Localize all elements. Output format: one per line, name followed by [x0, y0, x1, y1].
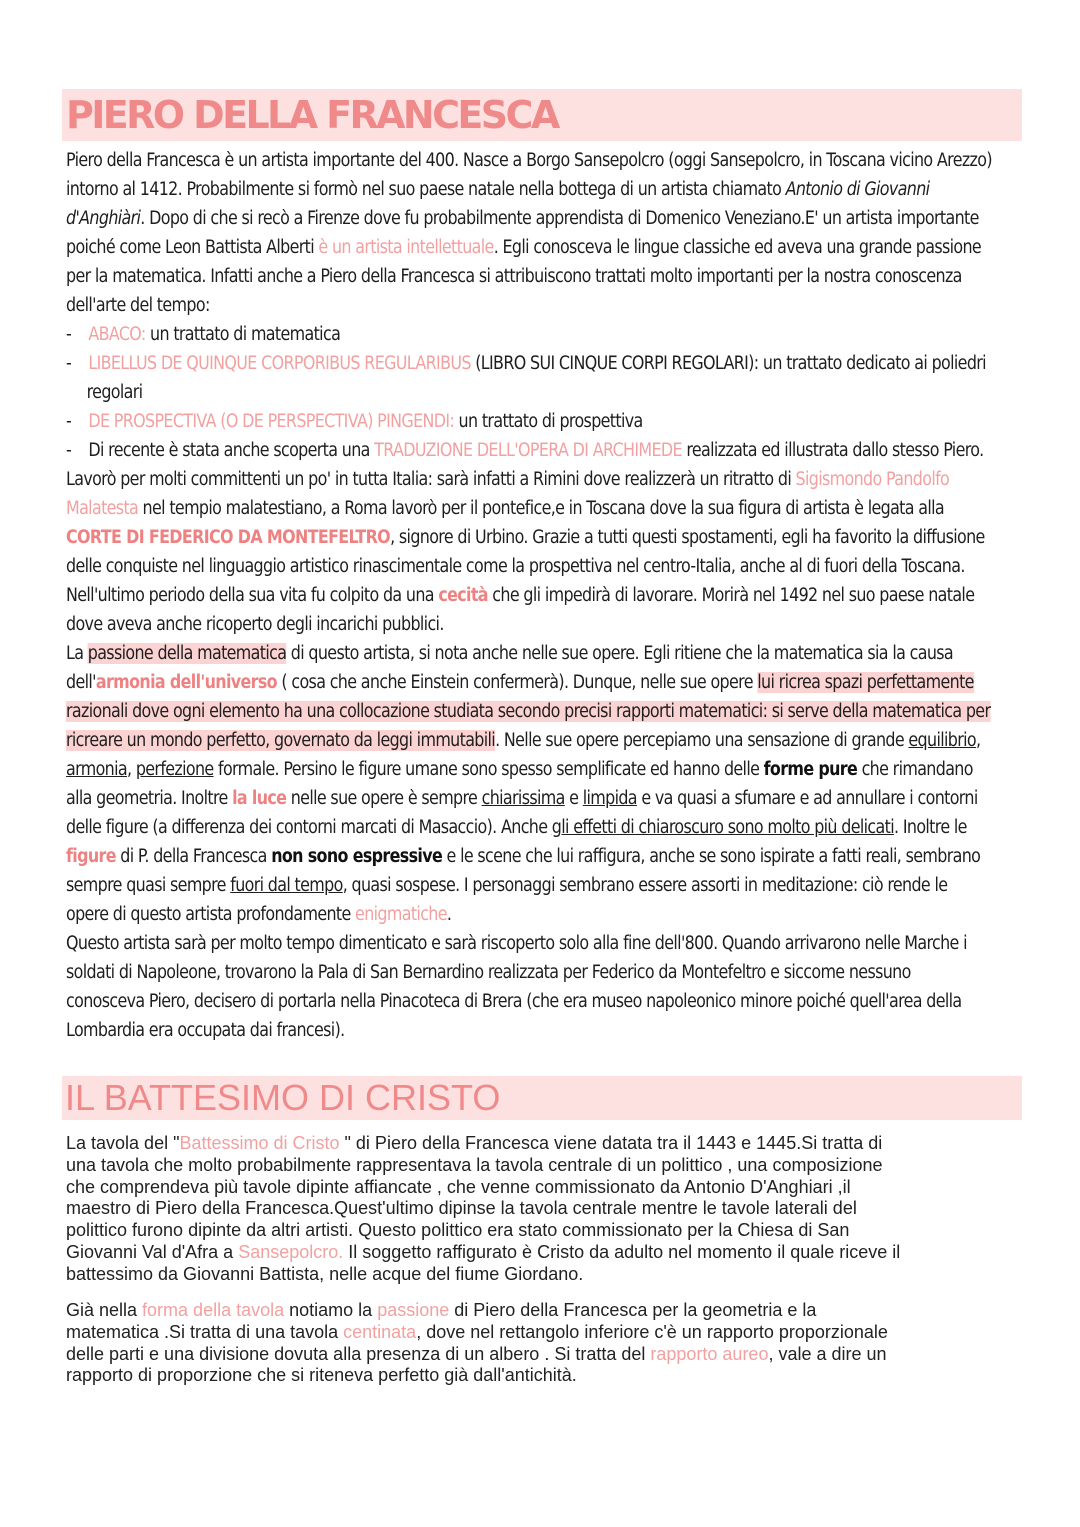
- text-run: LIBELLUS DE QUINQUE CORPORIBUS REGULARIBUS: [88, 353, 471, 374]
- text-run: ricreare un mondo perfetto, governato da leggi immutabili: [66, 730, 496, 751]
- text-run: rapporto di proporzione che si riteneva perfetto già dall'antichità.: [66, 1365, 577, 1386]
- text-run: che rimandano: [857, 759, 973, 780]
- text-line: [66, 378, 917, 407]
- text-run: Sansepolcro.: [238, 1241, 344, 1262]
- text-run: formale. Persino le figure umane sono spesso semplificate ed hanno delle: [213, 759, 764, 780]
- text-run: alla geometria. Inoltre: [66, 788, 233, 809]
- text-line: [66, 1242, 1026, 1264]
- text-run: soldati di Napoleone, trovarono la Pala di San Bernardino realizzata per Federico da Montefeltro e siccome nessuno: [66, 962, 911, 983]
- text-line: [66, 1264, 1026, 1286]
- text-run: delle parti e una divisione dovuta alla presenza di un albero . Si tratta del: [66, 1343, 651, 1364]
- text-run: ,: [975, 730, 981, 751]
- text-run: figure: [66, 846, 116, 867]
- text-run: CORTE DI FEDERICO DA MONTEFELTRO: [66, 527, 391, 548]
- text-run: razionali dove ogni elemento ha una collocazione studiata secondo precisi rapporti matematici: si serve della matematica per: [66, 701, 991, 722]
- text-line: [66, 1198, 1026, 1220]
- text-run: . Dopo di che si recò a Firenze dove fu probabilmente apprendista di Domenico Veneziano.E' un artista importante: [140, 208, 979, 229]
- text-run: La: [66, 643, 88, 664]
- text-line: [66, 610, 917, 639]
- text-run: . Nelle sue opere percepiamo una sensazione di grande: [495, 730, 909, 751]
- text-run: poiché come Leon Battista Alberti: [66, 237, 319, 258]
- list-bullet: -: [66, 440, 72, 461]
- text-line: [66, 900, 917, 929]
- text-run: e va quasi a sfumare e ad annullare i contorni: [636, 788, 978, 809]
- page-title: PIERO DELLA FRANCESCA: [66, 93, 558, 137]
- text-line: [66, 1155, 1026, 1177]
- text-run: Questo artista sarà per molto tempo dimenticato e sarà riscoperto solo alla fine dell'800. Quando arrivarono nelle Marche i: [66, 933, 967, 954]
- biography-body: [66, 146, 992, 1045]
- text-run: DE PROSPECTIVA (O DE PERSPECTIVA) PINGENDI:: [88, 411, 455, 432]
- text-run: per la matematica. Infatti anche a Piero della Francesca si attribuiscono trattati molto importanti per la nostra conoscenza: [66, 266, 962, 287]
- list-bullet: -: [66, 353, 72, 374]
- section-title-band: [62, 1076, 1022, 1120]
- list-bullet: -: [66, 324, 72, 345]
- text-run: Di recente è stata anche scoperta una: [88, 440, 375, 461]
- text-line: [66, 726, 981, 755]
- text-line: [66, 1220, 1026, 1242]
- text-line: [66, 465, 950, 494]
- text-run: di P. della Francesca: [115, 846, 272, 867]
- text-run: fuori dal tempo: [230, 875, 343, 896]
- text-run: la luce: [232, 788, 287, 809]
- text-run: equilibrio: [908, 730, 976, 751]
- text-run: , quasi sospese. I personaggi sembrano essere assorti in meditazione: ciò rende le: [342, 875, 948, 896]
- text-run: Piero della Francesca è un artista importante del 400. Nasce a Borgo Sansepolcro (oggi Sansepolcro, in Toscana vicino Arezzo): [66, 150, 992, 171]
- text-run: polittico furono dipinte da altri artisti. Questo polittico era stato commissionato per la Chiesa di San: [66, 1220, 850, 1241]
- text-run: lui ricrea spazi perfettamente: [757, 672, 974, 693]
- text-line: [66, 697, 991, 726]
- section-title-band: [62, 89, 1022, 141]
- list-bullet: -: [66, 411, 72, 432]
- text-run: è un artista intellettuale: [318, 237, 494, 258]
- text-run: .: [446, 904, 452, 925]
- text-run: sempre quasi sempre: [66, 875, 231, 896]
- text-run: forma della tavola: [142, 1300, 285, 1320]
- text-run: Sigismondo Pandolfo: [795, 469, 950, 490]
- text-run: di Piero della Francesca per la geometria e la: [449, 1300, 817, 1320]
- text-run: TRADUZIONE DELL'OPERA DI ARCHIMEDE: [374, 440, 682, 461]
- text-run: opere di questo artista profondamente: [66, 904, 356, 925]
- text-run: delle figure (a differenza dei contorni marcati di Masaccio). Anche: [66, 817, 552, 838]
- text-line: [66, 1133, 1026, 1155]
- text-run: , vale a dire un: [768, 1343, 887, 1364]
- text-run: di questo artista, si nota anche nelle sue opere. Egli ritiene che la matematica sia la causa: [286, 643, 954, 664]
- text-line: [66, 494, 945, 523]
- text-line: [66, 233, 982, 262]
- text-line: [66, 436, 984, 465]
- text-run: Lombardia era occupata dai francesi).: [66, 1020, 345, 1041]
- text-run: ABACO:: [88, 324, 146, 345]
- text-run: che gli impedirà di lavorare. Morirà nel 1492 nel suo paese natale: [487, 585, 975, 606]
- text-line: [66, 1365, 1026, 1387]
- text-line: [66, 755, 973, 784]
- text-run: una tavola che molto probabilmente rappresentava la tavola centrale di un polittico , una composizione: [66, 1154, 883, 1175]
- text-run: intorno al 1412. Probabilmente si formò nel suo paese natale nella bottega di un artista chiamato: [66, 179, 786, 200]
- text-run: passione: [377, 1300, 450, 1320]
- text-run: perfezione: [135, 759, 214, 780]
- text-line: [66, 668, 974, 697]
- text-run: Giovanni Val d'Afra a: [66, 1241, 239, 1262]
- text-line: [66, 1177, 1026, 1199]
- battesimo-paragraph-2: [66, 1300, 1026, 1387]
- text-run: non sono espressive: [271, 846, 443, 867]
- text-run: un trattato di prospettiva: [454, 411, 643, 432]
- text-line: [66, 204, 979, 233]
- text-run: Antonio di Giovanni: [785, 179, 930, 200]
- text-run: Nell'ultimo periodo della sua vita fu colpito da una: [66, 585, 439, 606]
- text-run: Il soggetto raffigurato è Cristo da adulto nel momento il quale riceve il: [343, 1241, 901, 1262]
- text-line: [66, 958, 917, 987]
- text-run: chiarissima: [481, 788, 565, 809]
- text-run: dove aveva anche ricoperto degli incarichi pubblici.: [66, 614, 444, 635]
- text-line: [66, 987, 962, 1016]
- text-line: [66, 349, 986, 378]
- text-run: rapporto aureo: [650, 1343, 769, 1364]
- text-run: . Inoltre le: [894, 817, 967, 838]
- text-run: (LIBRO SUI CINQUE CORPI REGOLARI): un trattato dedicato ai poliedri: [470, 353, 986, 374]
- text-run: ,: [126, 759, 136, 780]
- text-run: , dove nel rettangolo inferiore c'è un rapporto proporzionale: [416, 1321, 888, 1342]
- text-run: matematica .Si tratta di una tavola: [66, 1321, 344, 1342]
- text-run: battessimo da Giovanni Battista, nelle acque del fiume Giordano.: [66, 1263, 584, 1284]
- text-line: [66, 1344, 1026, 1366]
- text-run: un trattato di matematica: [145, 324, 341, 345]
- text-run: regolari: [86, 382, 143, 403]
- text-run: gli effetti di chiaroscuro sono molto più delicati: [551, 817, 895, 838]
- text-line: [66, 407, 917, 436]
- text-run: delle conquiste nel linguaggio artistico rinascimentale come la prospettiva nel centro-Italia, anche al di fuori della Toscana.: [66, 556, 965, 577]
- text-run: . Egli conosceva le lingue classiche ed aveva una grande passione: [493, 237, 982, 258]
- text-line: [66, 175, 930, 204]
- text-run: Malatesta: [66, 498, 139, 519]
- text-run: dell'arte del tempo:: [66, 295, 210, 316]
- text-run: che comprendeva più tavole dipinte affiancate , che venne commissionato da Antonio D'Anghiari ,il: [66, 1176, 851, 1197]
- text-run: armonia: [66, 759, 127, 780]
- text-run: nel tempio malatestiano, a Roma lavorò per il pontefice,e in Toscana dove la sua figura di artista è legata alla: [138, 498, 945, 519]
- text-run: cecità: [438, 585, 488, 606]
- text-run: centinata: [343, 1321, 417, 1342]
- text-run: " di Piero della Francesca viene datata tra il 1443 e 1445.Si tratta di: [339, 1133, 883, 1153]
- battesimo-paragraph-1: [66, 1133, 1026, 1286]
- text-run: La tavola del ": [66, 1133, 180, 1153]
- text-line: [66, 581, 975, 610]
- text-line: [66, 1016, 917, 1045]
- text-line: [66, 929, 967, 958]
- text-run: Lavorò per molti committenti un po' in tutta Italia: sarà infatti a Rimini dove realizzerà un ritratto di: [66, 469, 796, 490]
- text-run: , signore di Urbino. Grazie a tutti questi spostamenti, egli ha favorito la diffusione: [390, 527, 985, 548]
- text-run: ( cosa che anche Einstein confermerà). Dunque, nelle sue opere: [276, 672, 758, 693]
- text-line: [66, 842, 981, 871]
- text-line: [66, 639, 954, 668]
- text-run: e le scene che lui raffigura, anche se sono ispirate a fatti reali, sembrano: [442, 846, 981, 867]
- text-line: [66, 523, 985, 552]
- text-run: armonia dell'universo: [95, 672, 277, 693]
- text-run: d'Anghiàri: [66, 208, 141, 229]
- text-run: conosceva Piero, decisero di portarla nella Pinacoteca di Brera (che era museo napoleonico minore poiché quell'area della: [66, 991, 962, 1012]
- text-line: [66, 552, 965, 581]
- text-run: Già nella: [66, 1300, 143, 1320]
- text-line: [66, 262, 962, 291]
- text-run: forme pure: [763, 759, 858, 780]
- text-run: nelle sue opere è sempre: [286, 788, 482, 809]
- text-line: [66, 291, 917, 320]
- text-line: [66, 813, 967, 842]
- text-run: e: [564, 788, 583, 809]
- text-line: [66, 320, 917, 349]
- text-run: Battessimo di Cristo: [179, 1133, 340, 1153]
- text-line: [66, 146, 992, 175]
- text-line: [66, 1300, 1026, 1322]
- text-line: [66, 871, 948, 900]
- text-run: passione della matematica: [87, 643, 287, 664]
- text-run: notiamo la: [284, 1300, 378, 1320]
- text-line: [66, 784, 978, 813]
- text-run: enigmatiche: [355, 904, 447, 925]
- text-run: dell': [66, 672, 96, 693]
- text-run: limpida: [582, 788, 637, 809]
- section-title: IL BATTESIMO DI CRISTO: [65, 1077, 501, 1118]
- text-line: [66, 1322, 1026, 1344]
- text-run: maestro di Piero della Francesca.Quest'ultimo dipinse la tavola centrale mentre le tavole laterali del: [66, 1198, 857, 1219]
- text-run: realizzata ed illustrata dallo stesso Piero.: [681, 440, 984, 461]
